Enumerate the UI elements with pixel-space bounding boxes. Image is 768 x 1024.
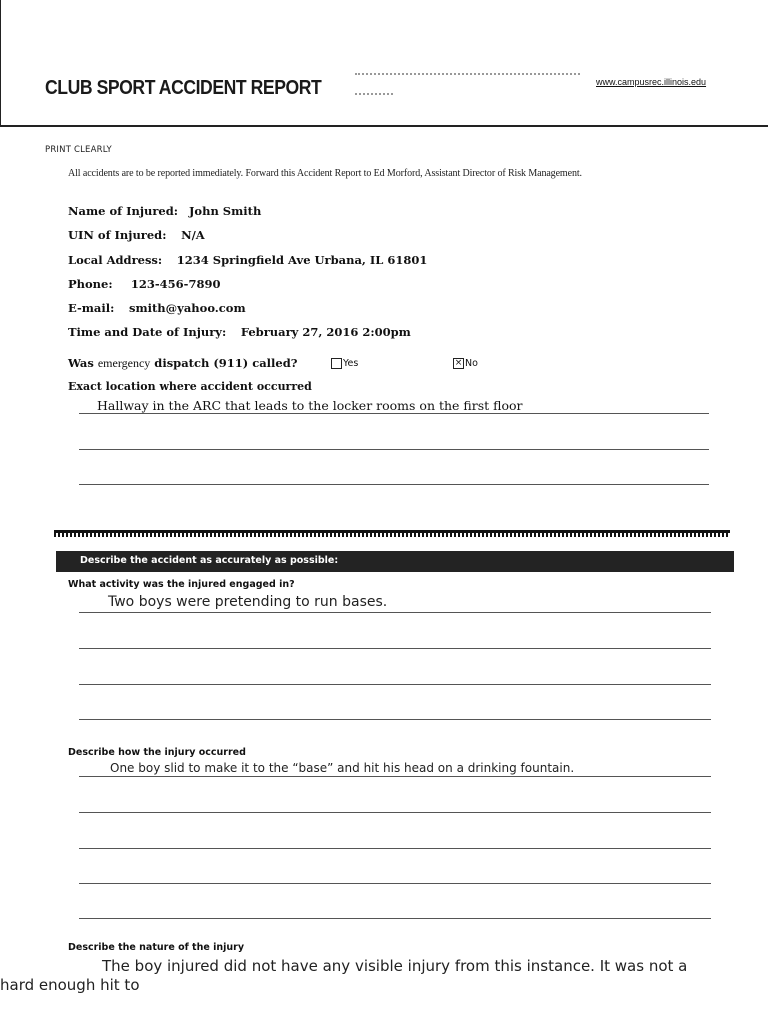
datetime-value[interactable]: February 27, 2016 2:00pm (240, 325, 411, 339)
reporting-notice: All accidents are to be reported immediately. Forward this Accident Report to Ed Morford, Assistant Director of Risk Management. (68, 168, 582, 179)
email-label: E-mail: (68, 301, 115, 315)
decorative-dotted-line-short (355, 93, 393, 95)
describe-section-title: Describe the accident as accurately as possible: (80, 555, 339, 566)
datetime-field (68, 325, 411, 339)
header-box (0, 0, 768, 127)
location-answer[interactable]: Hallway in the ARC that leads to the locker rooms on the first floor (97, 398, 523, 413)
email-field (68, 301, 246, 315)
nature-injury-answer-line2[interactable]: hard enough hit to (0, 976, 140, 994)
emergency-question: Was emergency dispatch (911) called? (68, 356, 298, 370)
section-divider-dots (54, 533, 730, 537)
name-label: Name of Injured: (68, 204, 178, 218)
answer-line (79, 883, 711, 884)
emergency-no-label: No (465, 358, 478, 369)
answer-line (79, 484, 709, 485)
answer-line (79, 413, 709, 414)
answer-line (79, 648, 711, 649)
answer-line (79, 612, 711, 613)
location-label: Exact location where accident occurred (68, 380, 312, 393)
how-injury-question: Describe how the injury occurred (68, 747, 246, 758)
print-clearly-note: PRINT CLEARLY (45, 145, 112, 155)
address-value[interactable]: 1234 Springfield Ave Urbana, IL 61801 (176, 253, 428, 267)
phone-label: Phone: (68, 277, 113, 291)
activity-answer[interactable]: Two boys were pretending to run bases. (108, 594, 388, 610)
answer-line (79, 449, 709, 450)
uin-label: UIN of Injured: (68, 228, 167, 242)
answer-line (79, 684, 711, 685)
address-field (68, 253, 427, 267)
name-field (68, 204, 261, 218)
emergency-no-checkbox[interactable] (453, 358, 464, 369)
answer-line (79, 719, 711, 720)
website-link[interactable]: www.campusrec.illinois.edu (596, 77, 707, 87)
answer-line (79, 848, 711, 849)
nature-injury-answer-line1[interactable]: The boy injured did not have any visible injury from this instance. It was not a (102, 957, 688, 975)
email-value[interactable]: smith@yahoo.com (128, 301, 246, 315)
checkmark-x-icon: × (454, 358, 463, 368)
emergency-yes-checkbox[interactable] (331, 358, 342, 369)
describe-section-header (56, 551, 734, 572)
name-value[interactable]: John Smith (188, 204, 262, 218)
activity-question: What activity was the injured engaged in? (68, 579, 295, 590)
datetime-label: Time and Date of Injury: (68, 325, 227, 339)
nature-injury-question: Describe the nature of the injury (68, 942, 245, 953)
address-label: Local Address: (68, 253, 163, 267)
uin-value[interactable]: N/A (181, 228, 205, 242)
decorative-dotted-line (355, 73, 580, 75)
how-injury-answer[interactable]: One boy slid to make it to the “base” and hit his head on a drinking fountain. (110, 761, 575, 775)
uin-field (68, 228, 205, 242)
answer-line (79, 776, 711, 777)
answer-line (79, 918, 711, 919)
answer-line (79, 812, 711, 813)
phone-field (68, 277, 220, 291)
emergency-yes-label: Yes (343, 358, 359, 369)
form-title: CLUB SPORT ACCIDENT REPORT (45, 77, 322, 99)
phone-value[interactable]: 123-456-7890 (130, 277, 221, 291)
